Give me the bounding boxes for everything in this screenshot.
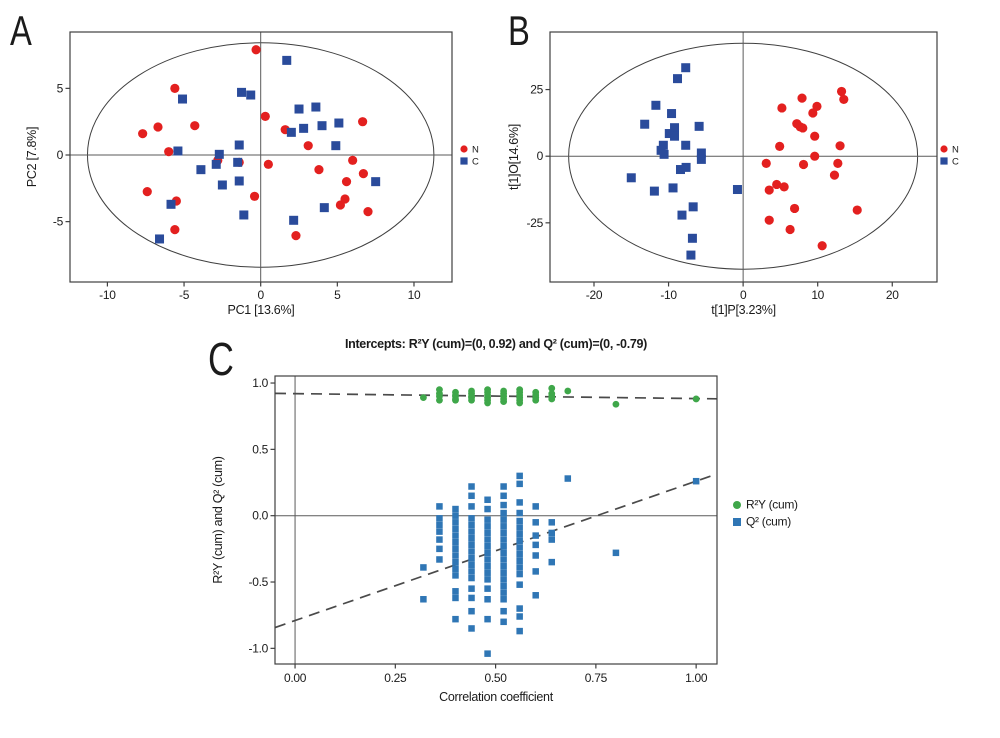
data-point — [549, 559, 556, 566]
data-point — [304, 141, 313, 150]
data-point — [532, 532, 539, 539]
data-point — [500, 523, 507, 530]
data-point — [484, 516, 491, 523]
data-point — [516, 518, 523, 525]
data-point — [762, 159, 771, 168]
x-tick-label: 10 — [811, 288, 825, 302]
data-point — [452, 546, 459, 553]
x-tick-label: -20 — [585, 288, 603, 302]
data-point — [669, 183, 678, 192]
data-point — [500, 516, 507, 523]
data-point — [516, 481, 523, 488]
data-point — [484, 616, 491, 623]
x-tick-label: 0 — [739, 288, 747, 302]
data-point — [468, 528, 475, 535]
series-circles — [762, 87, 862, 251]
x-axis-label: t[1]P[3.23%] — [711, 303, 776, 317]
data-point — [282, 56, 291, 65]
data-point — [320, 203, 329, 212]
data-point — [516, 510, 523, 517]
data-point — [532, 592, 539, 599]
data-point — [667, 109, 676, 118]
data-point — [212, 160, 221, 169]
data-point — [436, 522, 443, 529]
legend-circle-marker — [733, 501, 741, 509]
data-point — [833, 159, 842, 168]
data-point — [452, 572, 459, 579]
data-point — [516, 605, 523, 612]
data-point — [170, 84, 179, 93]
data-point — [452, 559, 459, 566]
data-point — [830, 171, 839, 180]
data-point — [500, 502, 507, 509]
data-point — [500, 576, 507, 583]
data-point — [452, 552, 459, 559]
x-tick-label: -5 — [179, 288, 190, 302]
x-tick-label: 0.50 — [484, 671, 507, 685]
legend-circle-marker — [460, 145, 467, 152]
data-point — [436, 536, 443, 543]
data-point — [780, 182, 789, 191]
series-squares — [420, 473, 699, 657]
data-point — [468, 562, 475, 569]
data-point — [695, 122, 704, 131]
data-point — [516, 558, 523, 565]
y-tick-label: -0.5 — [248, 575, 268, 590]
panel-letter: B — [508, 7, 530, 54]
series-squares — [155, 56, 380, 244]
data-point — [613, 550, 620, 557]
y-tick-label: -25 — [526, 215, 543, 230]
data-point — [808, 108, 817, 117]
data-point — [436, 528, 443, 535]
data-point — [500, 596, 507, 603]
data-point — [334, 119, 343, 128]
data-point — [853, 205, 862, 214]
x-tick-label: 0.00 — [283, 671, 307, 685]
data-point — [688, 234, 697, 243]
data-point — [627, 173, 636, 182]
data-point — [516, 400, 523, 407]
data-point — [516, 581, 523, 588]
data-point — [340, 194, 349, 203]
data-point — [786, 225, 795, 234]
data-point — [818, 241, 827, 250]
x-axis-label: Correlation coefficient — [439, 690, 553, 704]
data-point — [237, 88, 246, 97]
legend-circle-marker — [940, 145, 947, 152]
data-point — [549, 519, 556, 526]
data-point — [799, 160, 808, 169]
data-point — [500, 483, 507, 490]
data-point — [420, 564, 427, 571]
data-point — [790, 204, 799, 213]
data-point — [155, 234, 164, 243]
y-axis-label: R²Y (cum) and Q² (cum) — [211, 456, 225, 584]
data-point — [215, 150, 224, 159]
data-point — [549, 536, 556, 543]
legend-square-marker — [460, 157, 467, 164]
data-point — [251, 45, 260, 54]
legend-label: C — [472, 156, 479, 168]
data-point — [681, 141, 690, 150]
data-point — [452, 566, 459, 573]
data-point — [775, 142, 784, 151]
data-point — [420, 394, 427, 401]
data-point — [289, 216, 298, 225]
data-point — [468, 493, 475, 500]
y-tick-label: 0.0 — [252, 508, 268, 523]
data-point — [500, 563, 507, 570]
data-point — [468, 585, 475, 592]
data-point — [797, 93, 806, 102]
data-point — [468, 625, 475, 632]
data-point — [484, 650, 491, 657]
data-point — [500, 589, 507, 596]
data-point — [436, 546, 443, 553]
data-point — [500, 569, 507, 576]
data-point — [342, 177, 351, 186]
data-point — [299, 124, 308, 133]
y-tick-label: -1.0 — [248, 641, 268, 656]
data-point — [500, 608, 507, 615]
data-point — [436, 556, 443, 563]
data-point — [318, 121, 327, 130]
data-point — [178, 95, 187, 104]
data-point — [650, 187, 659, 196]
data-point — [484, 536, 491, 543]
x-axis-label: PC1 [13.6%] — [227, 303, 295, 317]
data-point — [452, 519, 459, 526]
data-point — [167, 200, 176, 209]
data-point — [468, 522, 475, 529]
data-point — [250, 192, 259, 201]
data-point — [810, 152, 819, 161]
data-point — [371, 177, 380, 186]
data-point — [484, 569, 491, 576]
data-point — [484, 585, 491, 592]
x-tick-label: 0 — [257, 288, 264, 302]
legend-square-marker — [940, 157, 947, 164]
data-point — [673, 74, 682, 83]
data-point — [516, 551, 523, 558]
y-axis-label: PC2 [7.8%] — [25, 126, 39, 188]
data-point — [670, 132, 679, 141]
data-point — [468, 568, 475, 575]
data-point — [420, 596, 427, 603]
panel-a-pca-score-plot — [0, 0, 500, 320]
data-point — [311, 103, 320, 112]
y-tick-label: -5 — [52, 214, 63, 229]
data-point — [295, 105, 304, 114]
data-point — [359, 169, 368, 178]
panel-letter: A — [10, 7, 32, 54]
data-point — [264, 160, 273, 169]
data-point — [468, 483, 475, 490]
data-point — [516, 538, 523, 545]
data-point — [777, 103, 786, 112]
data-point — [143, 187, 152, 196]
data-point — [170, 225, 179, 234]
x-tick-label: 1.00 — [685, 671, 708, 685]
data-point — [532, 552, 539, 559]
data-point — [532, 503, 539, 510]
data-point — [484, 576, 491, 583]
data-point — [246, 91, 255, 100]
data-point — [484, 523, 491, 530]
data-point — [452, 539, 459, 546]
legend-label: N — [472, 144, 479, 156]
data-point — [500, 536, 507, 543]
data-point — [516, 531, 523, 538]
x-tick-label: -10 — [99, 288, 116, 302]
data-point — [516, 564, 523, 571]
data-point — [565, 475, 572, 482]
legend-square-marker — [733, 518, 741, 526]
reference-dashed-line — [275, 393, 717, 398]
data-point — [173, 147, 182, 156]
data-point — [484, 550, 491, 557]
data-point — [500, 543, 507, 550]
data-point — [686, 251, 695, 260]
data-point — [500, 530, 507, 537]
data-point — [689, 202, 698, 211]
y-tick-label: 0.5 — [252, 442, 268, 457]
data-point — [484, 556, 491, 563]
data-point — [358, 117, 367, 126]
data-point — [500, 583, 507, 590]
panel-b-oplsda-score-plot — [500, 0, 1000, 320]
y-tick-label: 0 — [56, 148, 63, 163]
data-point — [348, 156, 357, 165]
legend-label: N — [952, 144, 959, 156]
data-point — [452, 506, 459, 513]
data-point — [693, 396, 700, 403]
data-point — [291, 231, 300, 240]
data-point — [484, 497, 491, 504]
data-point — [835, 141, 844, 150]
data-point — [500, 550, 507, 557]
data-point — [235, 176, 244, 185]
data-point — [733, 185, 742, 194]
data-point — [452, 595, 459, 602]
data-point — [660, 150, 669, 159]
data-point — [468, 542, 475, 549]
y-tick-label: 25 — [530, 82, 543, 97]
data-point — [677, 211, 686, 220]
data-point — [138, 129, 147, 138]
data-point — [651, 101, 660, 110]
y-tick-label: 1.0 — [252, 376, 268, 391]
series-squares — [627, 63, 742, 259]
data-point — [484, 563, 491, 570]
data-point — [190, 121, 199, 130]
data-point — [468, 503, 475, 510]
data-point — [468, 535, 475, 542]
data-point — [218, 180, 227, 189]
data-point — [452, 616, 459, 623]
data-point — [500, 493, 507, 500]
y-tick-label: 5 — [56, 81, 63, 96]
data-point — [837, 87, 846, 96]
y-axis-label: t[1]O[14.6%] — [507, 124, 521, 190]
panel-c-permutation-test-plot — [180, 325, 1000, 738]
data-point — [564, 388, 571, 395]
data-point — [314, 165, 323, 174]
x-tick-label: 10 — [407, 288, 421, 302]
data-point — [810, 132, 819, 141]
data-point — [548, 396, 555, 403]
data-point — [839, 95, 848, 104]
data-point — [532, 568, 539, 575]
x-tick-label: -10 — [660, 288, 677, 302]
data-point — [468, 548, 475, 555]
x-tick-label: 5 — [334, 288, 341, 302]
data-point — [484, 596, 491, 603]
legend-label: Q² (cum) — [746, 514, 791, 529]
data-point — [468, 608, 475, 615]
data-point — [516, 613, 523, 620]
x-tick-label: 20 — [885, 288, 899, 302]
data-point — [484, 530, 491, 537]
y-tick-label: 0 — [536, 149, 543, 164]
data-point — [452, 397, 459, 404]
x-tick-label: 0.75 — [584, 671, 607, 685]
data-point — [287, 128, 296, 137]
data-point — [196, 165, 205, 174]
data-point — [516, 571, 523, 578]
plot-box — [275, 376, 717, 664]
data-point — [261, 112, 270, 121]
data-point — [233, 158, 242, 167]
data-point — [331, 141, 340, 150]
data-point — [235, 141, 244, 150]
data-point — [468, 515, 475, 522]
data-point — [484, 543, 491, 550]
data-point — [516, 499, 523, 506]
data-point — [452, 512, 459, 519]
data-point — [516, 524, 523, 531]
data-point — [516, 544, 523, 551]
data-point — [500, 619, 507, 626]
data-point — [452, 588, 459, 595]
data-point — [452, 532, 459, 539]
data-point — [436, 515, 443, 522]
data-point — [500, 510, 507, 517]
data-point — [500, 398, 507, 405]
data-point — [682, 163, 691, 172]
data-point — [681, 63, 690, 72]
data-point — [697, 155, 706, 164]
data-point — [765, 185, 774, 194]
data-point — [468, 397, 475, 404]
data-point — [532, 397, 539, 404]
x-tick-label: 0.25 — [384, 671, 407, 685]
data-point — [452, 526, 459, 533]
data-point — [468, 575, 475, 582]
data-point — [468, 595, 475, 602]
data-point — [239, 210, 248, 219]
data-point — [532, 519, 539, 526]
data-point — [500, 556, 507, 563]
data-point — [613, 401, 620, 408]
data-point — [436, 503, 443, 510]
data-point — [516, 473, 523, 480]
chart-title: Intercepts: R²Y (cum)=(0, 0.92) and Q² (cum)=(0, -0.79) — [344, 337, 648, 351]
panel-letter: C — [208, 333, 234, 386]
data-point — [640, 120, 649, 129]
reference-dashed-line — [275, 474, 717, 628]
data-point — [765, 216, 774, 225]
data-point — [484, 400, 491, 407]
legend-label: C — [952, 156, 959, 168]
data-point — [484, 506, 491, 513]
data-point — [532, 542, 539, 549]
data-point — [468, 555, 475, 562]
data-point — [549, 530, 556, 537]
data-point — [153, 122, 162, 131]
data-point — [164, 147, 173, 156]
data-point — [798, 123, 807, 132]
legend-label: R²Y (cum) — [746, 497, 798, 512]
data-point — [436, 397, 443, 404]
data-point — [516, 628, 523, 635]
data-point — [693, 478, 700, 485]
data-point — [363, 207, 372, 216]
